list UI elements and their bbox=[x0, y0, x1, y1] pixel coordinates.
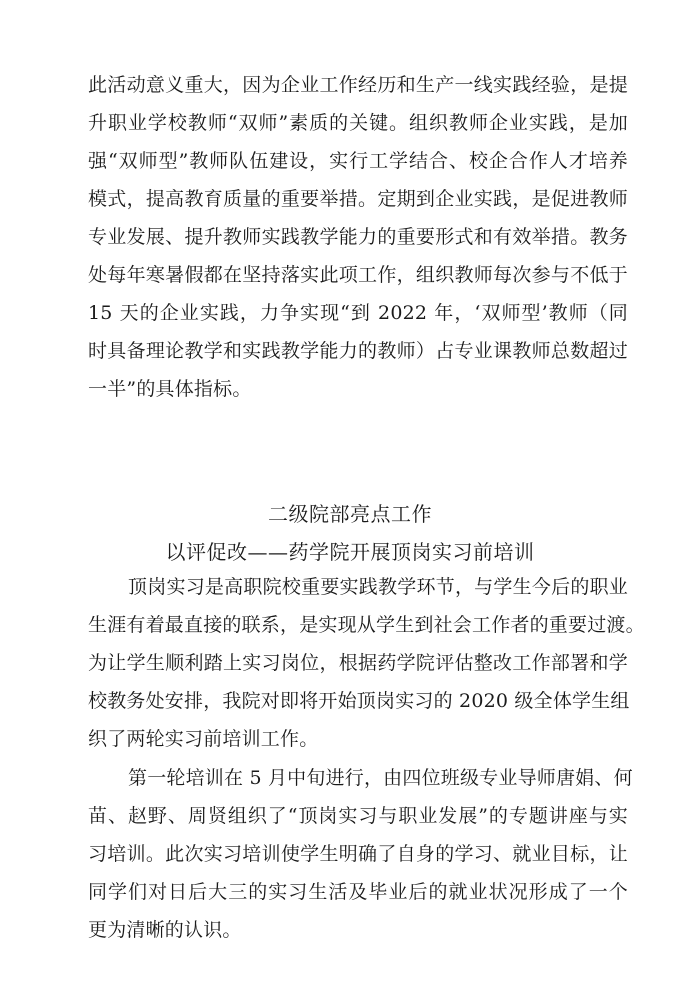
paragraph-line: 一半”的具体指标。 bbox=[88, 378, 252, 400]
paragraph-line: 时具备理论教学和实践教学能力的教师）占专业课教师总数超过 bbox=[88, 340, 628, 362]
paragraph-line: 15 天的企业实践，力争实现“到 2022 年，‘双师型’教师（同 bbox=[88, 302, 628, 324]
paragraph-line: 更为清晰的认识。 bbox=[88, 919, 242, 941]
paragraph-line: 此活动意义重大，因为企业工作经历和生产一线实践经验，是提 bbox=[88, 74, 628, 96]
paragraph-line: 升职业学校教师“双师”素质的关键。组织教师企业实践，是加 bbox=[88, 112, 628, 134]
section-subheading: 以评促改——药学院开展顶岗实习前培训 bbox=[165, 540, 535, 564]
paragraph-line: 顶岗实习是高职院校重要实践教学环节，与学生今后的职业 bbox=[128, 576, 628, 598]
paragraph-line: 处每年寒暑假都在坚持落实此项工作，组织教师每次参与不低于 bbox=[88, 264, 628, 286]
paragraph-line: 模式，提高教育质量的重要举措。定期到企业实践，是促进教师 bbox=[88, 188, 628, 210]
paragraph-line: 苗、赵野、周贤组织了“顶岗实习与职业发展”的专题讲座与实 bbox=[88, 805, 628, 827]
paragraph-line: 第一轮培训在 5 月中旬进行，由四位班级专业导师唐娟、何 bbox=[128, 767, 633, 789]
paragraph-line: 专业发展、提升教师实践教学能力的重要形式和有效举措。教务 bbox=[88, 226, 628, 248]
paragraph-line: 生涯有着最直接的联系，是实现从学生到社会工作者的重要过渡。 bbox=[88, 614, 645, 636]
paragraph-line: 校教务处安排，我院对即将开始顶岗实习的 2020 级全体学生组 bbox=[88, 690, 630, 712]
section-heading: 二级院部亮点工作 bbox=[268, 502, 432, 526]
paragraph-line: 为让学生顺利踏上实习岗位，根据药学院评估整改工作部署和学 bbox=[88, 652, 628, 674]
paragraph-line: 习培训。此次实习培训使学生明确了自身的学习、就业目标，让 bbox=[88, 843, 628, 865]
paragraph-line: 强“双师型”教师队伍建设，实行工学结合、校企合作人才培养 bbox=[88, 150, 628, 172]
paragraph-line: 同学们对日后大三的实习生活及毕业后的就业状况形成了一个 bbox=[88, 881, 628, 903]
paragraph-line: 织了两轮实习前培训工作。 bbox=[88, 728, 319, 750]
